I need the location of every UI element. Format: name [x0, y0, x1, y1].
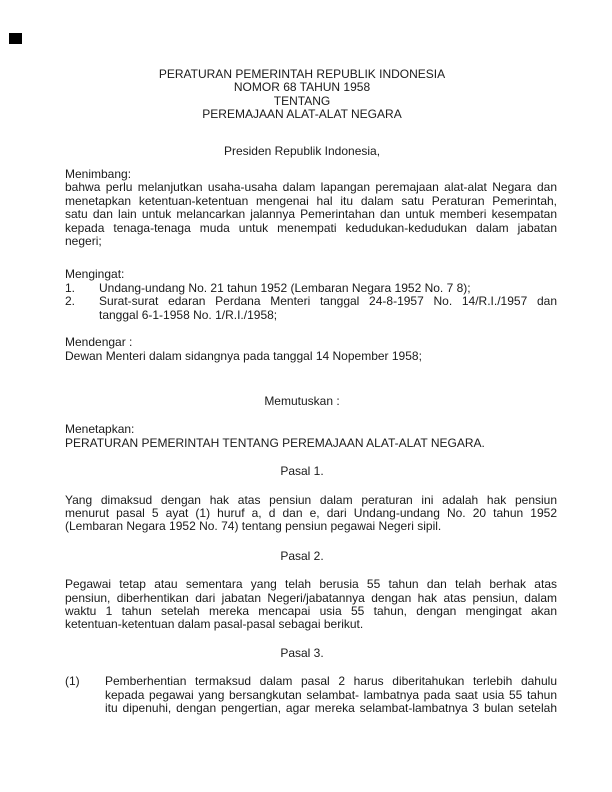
title-line-4: PEREMAJAAN ALAT-ALAT NEGARA [202, 107, 402, 122]
salutation-line: Presiden Republik Indonesia, [223, 143, 381, 158]
pasal-3-item-text: Pemberhentian termaksud dalam pasal 2 harus diberitahukan terlebih dahulu kepada pegawai yang bersangkutan selambat- lambatnya pada saat usia 55 tahun itu dipenuhi, dengan pengertian, agar mereka selambat-lambatnya 3 bulan setelah [105, 674, 557, 715]
document-title [65, 68, 539, 122]
mengingat-label: Mengingat: [65, 267, 125, 282]
scan-artifact-mark [9, 33, 22, 44]
list-item-2-number: 2. [65, 294, 76, 309]
list-item-2-text: Surat-surat edaran Perdana Menteri tanggal 24-8-1957 No. 14/R.I./1957 dan tanggal 6-1-1958 No. 1/R.I./1958; [99, 294, 557, 322]
menimbang-section [65, 168, 557, 248]
menetapkan-section [65, 423, 557, 450]
pasal-1-heading: Pasal 1. [280, 464, 324, 479]
pasal-3-item [65, 675, 557, 715]
menetapkan-text: PERATURAN PEMERINTAH TENTANG PEREMAJAAN ALAT-ALAT NEGARA. [65, 435, 485, 450]
menetapkan-label: Menetapkan: [65, 422, 135, 437]
pasal-2-text: Pegawai tetap atau sementara yang telah berusia 55 tahun dan telah berhak atas pensiun, diberhentikan dari jabatan Negeri/jabatannya dengan hak atas pensiun, dalam waktu 1 tahun setelah mereka mencapai usia 55 tahun, dengan mengingat akan ketentuan-ketentuan dalam pasal-pasal sebagai berikut. [65, 577, 557, 632]
memutuskan-heading: Memutuskan : [264, 393, 340, 408]
mendengar-label: Mendengar : [65, 335, 133, 350]
pasal-3-heading: Pasal 3. [280, 645, 324, 660]
document-content [65, 68, 557, 715]
pasal-3-item-number: (1) [65, 674, 80, 689]
title-line-3: TENTANG [273, 93, 331, 108]
list-item-2 [65, 295, 557, 322]
title-line-1: PERATURAN PEMERINTAH REPUBLIK INDONESIA [158, 67, 446, 81]
list-item-1 [65, 282, 557, 295]
pasal-1-text: Yang dimaksud dengan hak atas pensiun dalam peraturan ini adalah hak pensiun menurut pasal 5 ayat (1) huruf a, d dan e, dari Undang-undang No. 20 tahun 1952 (Lembaran Negara 1952 No. 74) tentang pensiun pegawai Negeri sipil. [65, 492, 557, 534]
list-item-1-number: 1. [65, 280, 76, 295]
list-item-1-text: Undang-undang No. 21 tahun 1952 (Lembaran Negara 1952 No. 7 8); [99, 280, 471, 295]
menimbang-label: Menimbang: [65, 167, 132, 182]
mengingat-section [65, 268, 557, 322]
mendengar-section [65, 336, 557, 363]
pasal-2-heading: Pasal 2. [280, 548, 324, 563]
mendengar-text: Dewan Menteri dalam sidangnya pada tanggal 14 Nopember 1958; [65, 348, 422, 363]
mengingat-list [65, 282, 557, 322]
menimbang-text: bahwa perlu melanjutkan usaha-usaha dalam lapangan peremajaan alat-alat Negara dan menetapkan ketentuan-ketentuan mengenai hal itu dalam satu Peraturan Pemerintah, satu dan lain untuk melancarkan jalannya Pemerintahan dan untuk memberi kesempatan kepada tenaga-tenaga muda untuk menempati kedudukan-kedudukan dalam jabatan negeri; [65, 180, 557, 249]
title-line-2: NOMOR 68 TAHUN 1958 [233, 80, 371, 95]
